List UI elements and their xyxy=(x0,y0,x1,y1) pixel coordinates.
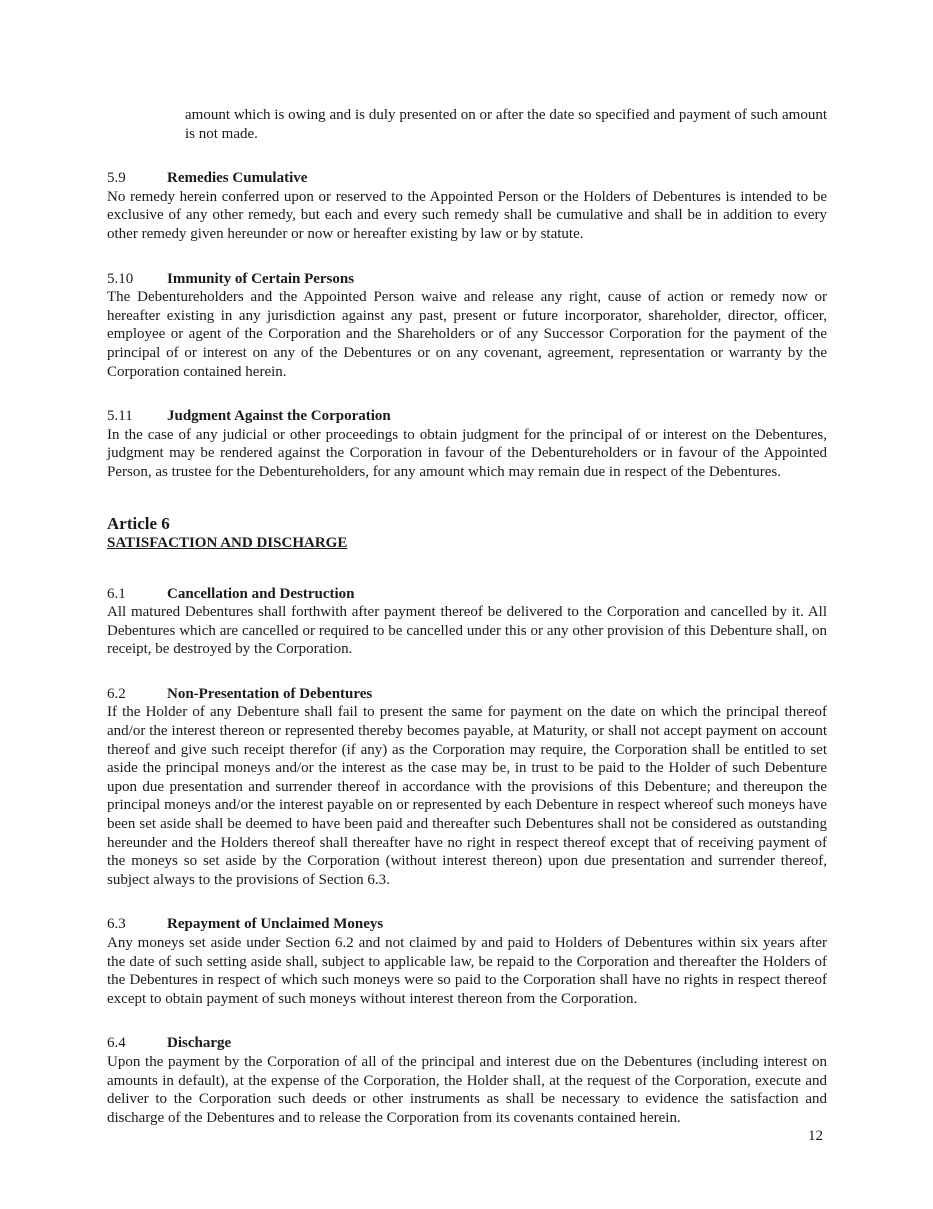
section-number: 6.4 xyxy=(107,1035,126,1052)
section-body: Upon the payment by the Corporation of all of the principal and interest due on the Debentures (including interest on amounts in default), at the expense of the Corporation, the Holder shall, at the request of the Corporation, execute and deliver to the Corporation such deeds or other instruments as shall be necessary to evidence the satisfaction and discharge of the Debentures and to release the Corporation from its covenants contained herein. xyxy=(107,1053,827,1126)
section-5-11 xyxy=(107,407,827,481)
section-5-9 xyxy=(107,169,827,243)
section-heading xyxy=(107,915,827,934)
section-number: 5.10 xyxy=(107,270,134,287)
section-heading xyxy=(107,270,827,289)
section-6-2 xyxy=(107,685,827,890)
section-heading xyxy=(107,685,827,704)
section-number: 5.11 xyxy=(107,408,133,425)
section-heading xyxy=(107,407,827,426)
section-body: Any moneys set aside under Section 6.2 and not claimed by and paid to Holders of Debentures within six years after the date of such setting aside shall, subject to applicable law, be repaid to the Corporation and thereafter the Holders of the Debentures in respect of which such moneys were so paid to the Corporation shall have no rights in respect thereof except to obtain payment of such moneys without interest thereon from the Corporation. xyxy=(107,935,827,1007)
section-title: Discharge xyxy=(167,1035,232,1052)
section-title: Remedies Cumulative xyxy=(167,170,308,187)
section-heading xyxy=(107,1034,827,1053)
page-number: 12 xyxy=(808,1128,823,1144)
section-title: Immunity of Certain Persons xyxy=(167,270,355,287)
section-6-3 xyxy=(107,915,827,1008)
section-body: The Debentureholders and the Appointed Person waive and release any right, cause of action or remedy now or hereafter existing in any jurisdiction against any past, present or future incorporator, shareholder, director, officer, employee or agent of the Corporation and the Shareholders or of any Successor Corporation for the payment of the principal of or interest on any of the Debentures or on any covenant, agreement, representation or warranty by the Corporation contained herein. xyxy=(107,289,827,380)
section-6-4 xyxy=(107,1034,827,1127)
section-number: 6.2 xyxy=(107,685,126,702)
section-title: Cancellation and Destruction xyxy=(167,585,355,602)
section-title: Repayment of Unclaimed Moneys xyxy=(167,916,384,933)
section-heading xyxy=(107,169,827,188)
section-6-1 xyxy=(107,585,827,659)
section-number: 6.1 xyxy=(107,585,126,602)
section-number: 5.9 xyxy=(107,170,126,187)
article-title: SATISFACTION AND DISCHARGE xyxy=(107,534,348,551)
section-title: Judgment Against the Corporation xyxy=(167,408,391,425)
article-label: Article 6 xyxy=(107,513,170,533)
section-body: No remedy herein conferred upon or reserved to the Appointed Person or the Holders of Debentures is intended to be exclusive of any other remedy, but each and every such remedy shall be cumulative and shall be in addition to every other remedy given hereunder or now or hereafter existing by law or by statute. xyxy=(107,188,827,242)
document-content xyxy=(107,106,827,1127)
section-body: All matured Debentures shall forthwith after payment thereof be delivered to the Corporation and cancelled by it. All Debentures which are cancelled or required to be cancelled under this or any other provision of this Debenture shall, on receipt, be destroyed by the Corporation. xyxy=(107,604,827,658)
section-body: In the case of any judicial or other proceedings to obtain judgment for the principal of or interest on the Debentures, judgment may be rendered against the Corporation in favour of the Debentureholders or in favour of the Appointed Person, as trustee for the Debentureholders, for any amount which may remain due in respect of the Debentures. xyxy=(107,426,827,480)
article-6-heading xyxy=(107,513,827,553)
continuation-paragraph: amount which is owing and is duly presented on or after the date so specified and payment of such amount is not made. xyxy=(185,107,827,142)
section-body: If the Holder of any Debenture shall fail to present the same for payment on the date on which the principal thereof and/or the interest thereon or represented thereby becomes payable, at Maturity, or shall not accept payment on account thereof and give such receipt therefor (if any) as the Corporation may require, the Corporation shall be entitled to set aside the principal moneys and/or the interest as the case may be, in trust to be paid to the Holder of such Debenture upon due presentation and surrender thereof in accordance with the provisions of this Debenture; and thereupon the principal moneys and/or the interest payable on or represented by each Debenture in respect whereof such moneys have been set aside shall be deemed to have been paid and thereafter such Debentures shall not be considered as outstanding hereunder and the Holders thereof shall thereafter have no right in respect thereof except that of receiving payment of the moneys so set aside by the Corporation (without interest thereon) upon due presentation and surrender thereof, subject always to the provisions of Section 6.3. xyxy=(107,704,827,888)
section-heading xyxy=(107,585,827,604)
section-number: 6.3 xyxy=(107,916,126,933)
section-5-10 xyxy=(107,270,827,382)
section-title: Non-Presentation of Debentures xyxy=(167,685,373,702)
